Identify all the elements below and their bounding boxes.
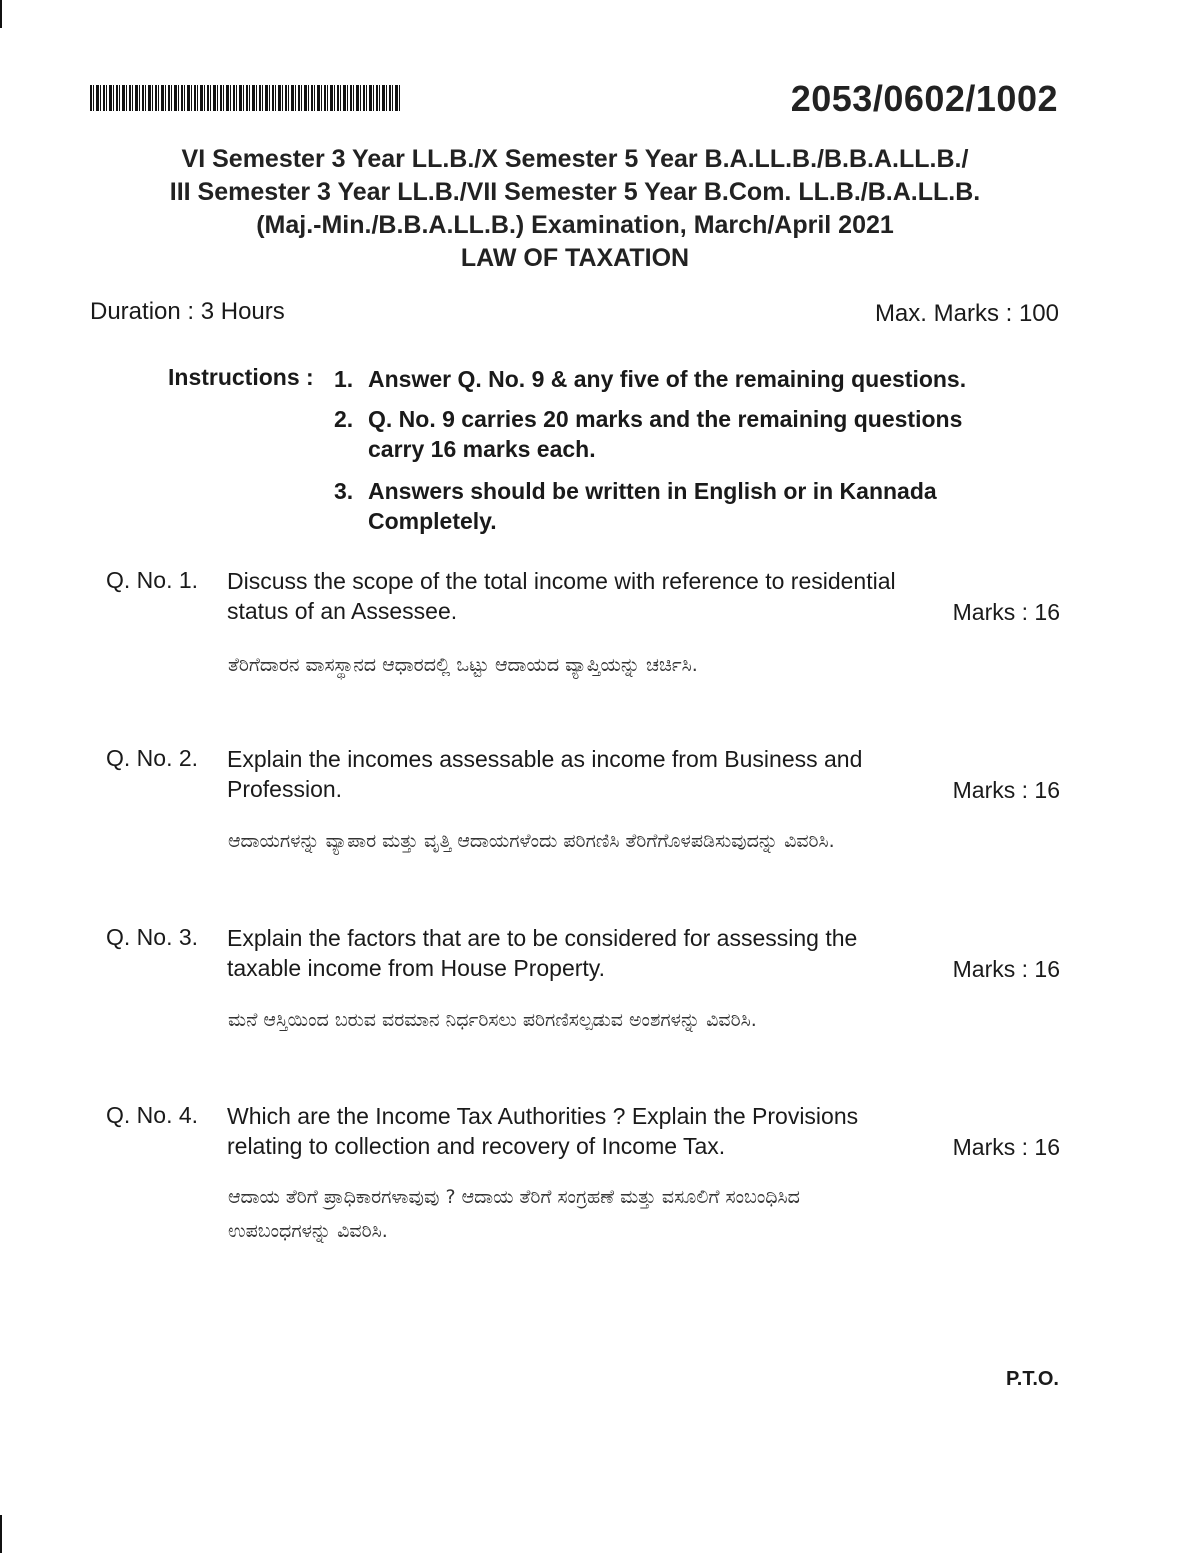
question-text: Explain the incomes assessable as income from Business and Profession. <box>227 746 863 802</box>
pto-label: P.T.O. <box>1006 1368 1059 1390</box>
instruction-text: Q. No. 9 carries 20 marks and the remaining questions carry 16 marks each. <box>368 406 963 462</box>
question-text-kannada: ಆದಾಯಗಳನ್ನು ವ್ಯಾಪಾರ ಮತ್ತು ವೃತ್ತಿ ಆದಾಯಗಳೆಂದು ಪರಿಗಣಿಸಿ ತೆರಿಗೆಗೊಳಪಡಿಸುವುದನ್ನು ವಿವರಿಸಿ. <box>228 830 835 852</box>
question-label: Q. No. 2. <box>106 745 199 771</box>
question-text-kannada: ತೆರಿಗೆದಾರನ ವಾಸಸ್ಥಾನದ ಆಧಾರದಲ್ಲಿ ಒಟ್ಟು ಆದಾಯದ ವ್ಯಾಪ್ತಿಯನ್ನು ಚರ್ಚಿಸಿ. <box>228 654 698 676</box>
question-marks: Marks : 16 <box>952 1134 1060 1160</box>
instruction-text: Answers should be written in English or in Kannada Completely. <box>368 478 937 534</box>
question-text: Explain the factors that are to be considered for assessing the taxable income from House Property. <box>227 925 858 981</box>
heading-line: III Semester 3 Year LL.B./VII Semester 5 Year B.Com. LL.B./B.A.LL.B. <box>169 178 981 206</box>
question-text: Discuss the scope of the total income with reference to residential status of an Assessee. <box>227 568 896 624</box>
scan-edge-mark-bottom <box>0 1515 2 1553</box>
question-label: Q. No. 1. <box>106 567 199 593</box>
instruction-number: 2. <box>334 406 354 432</box>
subject-title: LAW OF TAXATION <box>460 244 690 272</box>
instructions-label: Instructions : <box>168 364 314 390</box>
question-marks: Marks : 16 <box>952 956 1060 982</box>
question-text-kannada: ಆದಾಯ ತೆರಿಗೆ ಪ್ರಾಧಿಕಾರಗಳಾವುವು ? ಆದಾಯ ತೆರಿಗೆ ಸಂಗ್ರಹಣೆ ಮತ್ತು ವಸೂಲಿಗೆ ಸಂಬಂಧಿಸಿದ ಉಪಬಂಧಗಳನ್ನು ವಿವರಿಸಿ. <box>228 1186 800 1242</box>
instruction-number: 3. <box>334 478 354 504</box>
max-marks: Max. Marks : 100 <box>874 300 1059 327</box>
duration: Duration : 3 Hours <box>90 298 285 325</box>
instruction-item <box>334 404 1024 464</box>
heading-line: (Maj.-Min./B.B.A.LL.B.) Examination, March/April 2021 <box>256 211 894 239</box>
question-marks: Marks : 16 <box>952 777 1060 803</box>
instruction-number: 1. <box>334 366 354 392</box>
question-marks: Marks : 16 <box>952 599 1060 625</box>
instruction-text: Answer Q. No. 9 & any five of the remaining questions. <box>368 366 967 392</box>
question-label: Q. No. 4. <box>106 1102 199 1128</box>
instruction-item <box>334 364 1024 394</box>
question-text-kannada: ಮನೆ ಆಸ್ತಿಯಿಂದ ಬರುವ ವರಮಾನ ನಿರ್ಧರಿಸಲು ಪರಿಗಣಿಸಲ್ಪಡುವ ಅಂಶಗಳನ್ನು ವಿವರಿಸಿ. <box>228 1009 757 1031</box>
heading-line: VI Semester 3 Year LL.B./X Semester 5 Year B.A.LL.B./B.B.A.LL.B./ <box>181 145 969 173</box>
paper-code: 2053/0602/1002 <box>790 78 1058 119</box>
instruction-item <box>334 476 1024 536</box>
exam-heading <box>0 143 1150 275</box>
question-text: Which are the Income Tax Authorities ? Explain the Provisions relating to collection and recovery of Income Tax. <box>227 1103 859 1159</box>
barcode <box>90 85 400 111</box>
question-label: Q. No. 3. <box>106 924 199 950</box>
scan-edge-mark-top <box>0 0 2 28</box>
